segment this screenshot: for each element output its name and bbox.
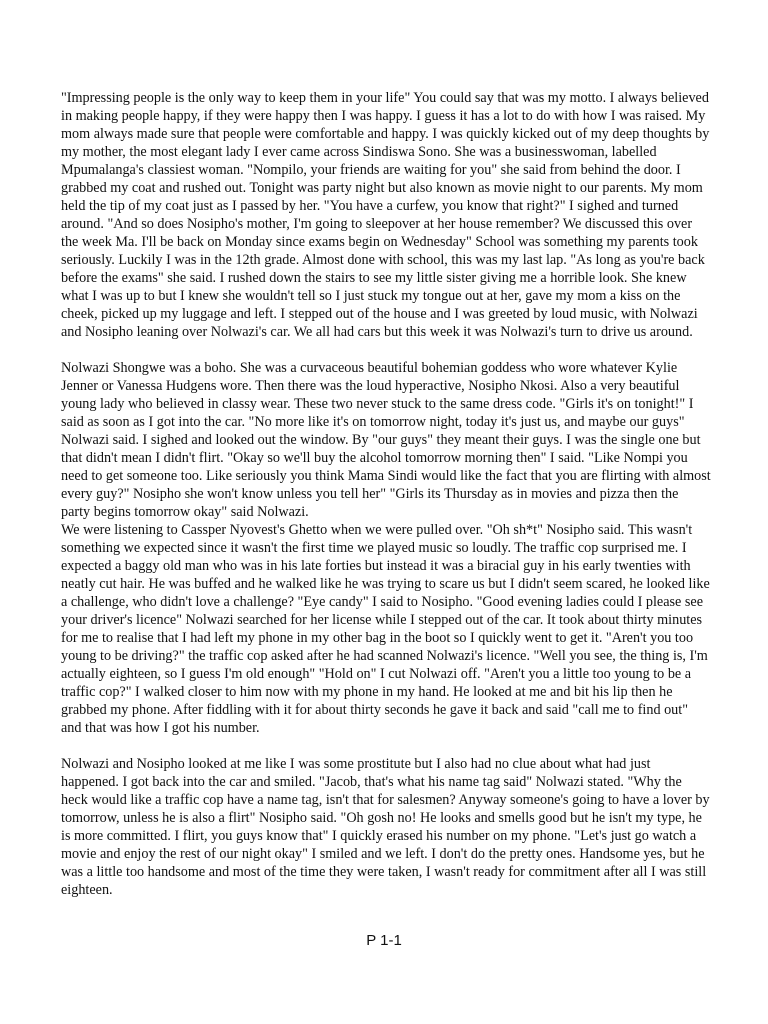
body-text [61, 89, 711, 899]
paragraph-1: "Impressing people is the only way to keep them in your life" You could say that was my motto. I always believed in making people happy, if they were happy then I was happy. I guess it has a lot to do with how I was raised. My mom always made sure that people were comfortable and happy. I was quickly kicked out of my deep thoughts by my mother, the most elegant lady I ever came across Sindiswa Sono. She was a businesswoman, labelled Mpumalanga's classiest woman. "Nompilo, your friends are waiting for you" she said from behind the door. I grabbed my coat and rushed out. Tonight was party night but also known as movie night to our parents. My mom held the tip of my coat just as I passed by her. "You have a curfew, you know that right?" I sighed and turned around. "And so does Nosipho's mother, I'm going to sleepover at her house remember? We discussed this over the week Ma. I'll be back on Monday since exams begin on Wednesday" School was something my parents took seriously. Luckily I was in the 12th grade. Almost done with school, this was my last lap. "As long as you're back before the exams" she said. I rushed down the stairs to see my little sister giving me a horrible look. She knew what I was up to but I knew she wouldn't tell so I just stuck my tongue out at her, gave my mom a kiss on the cheek, picked up my luggage and left. I stepped out of the house and I was greeted by loud music, with Nolwazi and Nosipho leaning over Nolwazi's car. We all had cars but this week it was Nolwazi's turn to drive us around. [61, 90, 710, 340]
page-number: P 1-1 [366, 932, 402, 949]
paragraph-4: Nolwazi and Nosipho looked at me like I was some prostitute but I also had no clue about what had just happened. I got back into the car and smiled. "Jacob, that's what his name tag said" Nolwazi stated. "Why the heck would like a traffic cop have a name tag, isn't that for salesmen? Anyway someone's going to have a lover by tomorrow, unless he is also a flirt" Nosipho said. "Oh gosh no! He looks and smells good but he isn't my type, he is more committed. I flirt, you guys know that" I quickly erased his number on my phone. "Let's just go watch a movie and enjoy the rest of our night okay" I smiled and we left. I don't do the pretty ones. Handsome yes, but he was a little too handsome and most of the time they were taken, I wasn't ready for commitment after all I was still eighteen. [61, 756, 710, 898]
paragraph-3: We were listening to Cassper Nyovest's Ghetto when we were pulled over. "Oh sh*t" Nosipho said. This wasn't something we expected since it wasn't the first time we played music so loudly. The traffic cop surprised me. I expected a baggy old man who was in his late forties but instead it was a biracial guy in his early twenties with neatly cut hair. He was buffed and he walked like he was trying to scare us but I didn't seem scared, he looked like a challenge, who didn't love a challenge? "Eye candy" I said to Nosipho. "Good evening ladies could I please see your driver's licence" Nolwazi searched for her license while I stepped out of the car. It took about thirty minutes for me to realise that I had left my phone in my other bag in the boot so I quickly went to get it. "Aren't you too young to be driving?" the traffic cop asked after he had scanned Nolwazi's licence. "Well you see, the thing is, I'm actually eighteen, so I guess I'm old enough" "Hold on" I cut Nolwazi off. "Aren't you a little too young to be a traffic cop?" I walked closer to him now with my phone in my hand. He looked at me and bit his lip then he grabbed my phone. After fiddling with it for about thirty seconds he gave it back and said "call me to find out" and that was how I got his number. [61, 522, 710, 736]
paragraph-2: Nolwazi Shongwe was a boho. She was a curvaceous beautiful bohemian goddess who wore whatever Kylie Jenner or Vanessa Hudgens wore. Then there was the loud hyperactive, Nosipho Nkosi. Also a very beautiful young lady who believed in classy wear. These two never stuck to the same dress code. "Girls it's on tonight!" I said as soon as I got into the car. "No more like it's on tomorrow night, today it's just us, and maybe our guys" Nolwazi said. I sighed and looked out the window. By "our guys" they meant their guys. I was the single one but that didn't mean I didn't flirt. "Okay so we'll buy the alcohol tomorrow morning then" I said. "Like Nompi you need to get someone too. Like seriously you think Mama Sindi would like the fact that you are flirting with almost every guy?" Nosipho she won't know unless you tell her" "Girls its Thursday as in movies and pizza then the party begins tomorrow okay" said Nolwazi. [61, 360, 711, 520]
